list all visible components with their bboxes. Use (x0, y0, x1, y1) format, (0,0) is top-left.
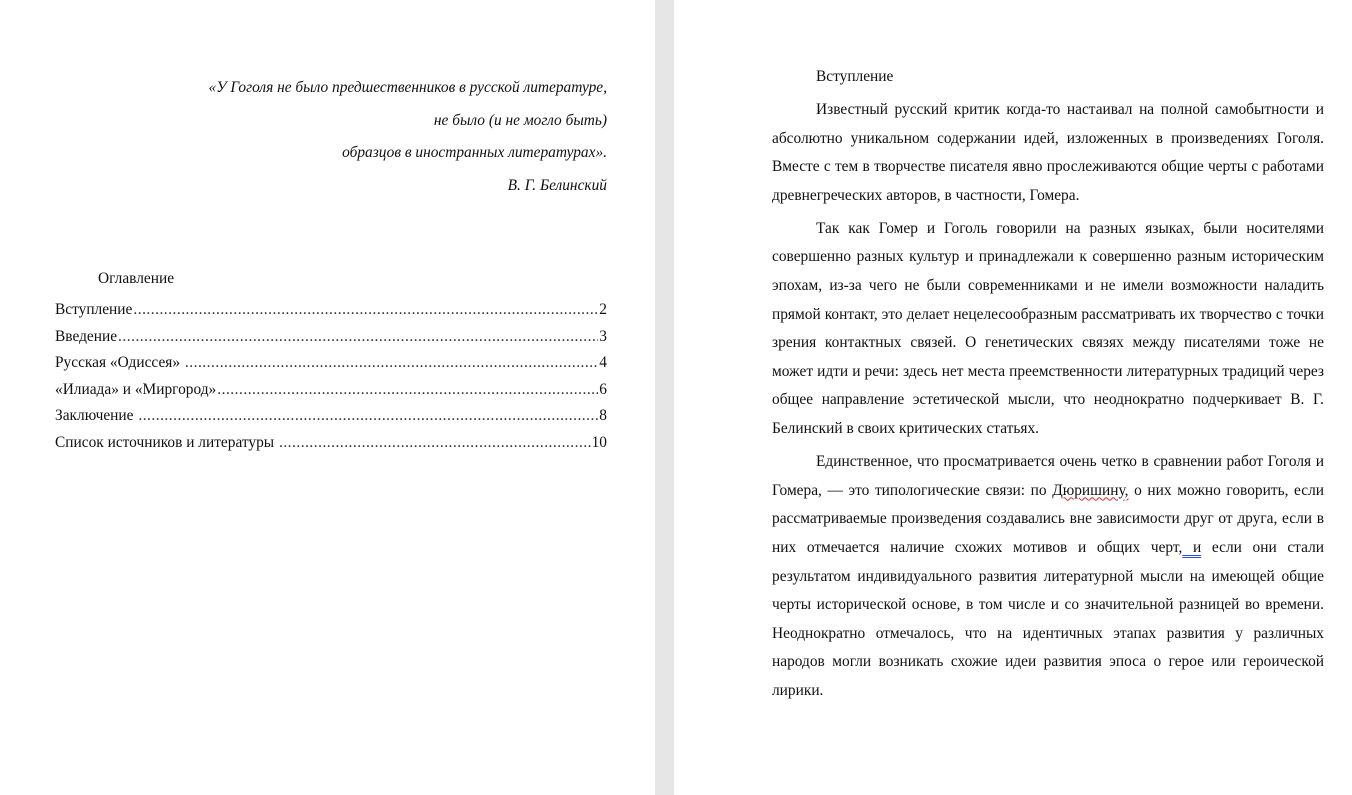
body-text[interactable] (772, 96, 1324, 710)
toc-heading: Оглавление (98, 270, 175, 287)
spelling-error-comma[interactable]: , (1124, 481, 1129, 499)
table-of-contents (55, 301, 607, 460)
page-gap (655, 0, 674, 795)
epigraph-line: не было (и не могло быть) (433, 111, 607, 129)
paragraph: Известный русский критик когда-то настаивал на полной самобытности и абсолютно уникальном содержании идей, изложенных в произведениях Гоголя. Вместе с тем в творчестве писателя явно прослеживаются общие черты с работами древнегреческих авторов, в частности, Гомера. (772, 101, 1324, 204)
toc-entry-page: 4 (599, 354, 607, 371)
toc-entry-title: Введение (55, 327, 118, 345)
toc-leader-dots (217, 381, 598, 399)
toc-entry-page: 10 (591, 433, 607, 451)
toc-leader-dots (118, 328, 598, 346)
paragraph: Так как Гомер и Гоголь говорили на разных языках, были носителями совершенно разных культур и принадлежали к совершенно разным историческим эпохам, из-за чего не были современниками и не имели возможности наладить прямой контакт, это делает нецелесообразным рассматривать их творчество с точки зрения контактных связей. О генетических связях между писателями тоже не может идти и речи: здесь нет места преемственности литературных традиций через общее направление эстетической мысли, что неоднократно подчеркивает В. Г. Белинский в своих критических статьях. (772, 219, 1324, 438)
paragraph-text: о них можно говорить, если рассматриваемые произведения создавались вне зависимости друг от друга, если в них отмечается наличие схожих мотивов и общих черт, (772, 481, 1325, 556)
toc-entry-title: Русская «Одиссея» (55, 354, 184, 371)
toc-entry-title: «Илиада» и «Миргород» (55, 380, 217, 398)
page-1[interactable] (0, 0, 655, 795)
toc-entry-page: 3 (599, 327, 607, 345)
toc-entry[interactable] (55, 328, 607, 355)
toc-leader-dots (133, 301, 598, 319)
toc-entry[interactable] (55, 301, 607, 328)
spelling-error-word[interactable]: Дюришину (1052, 481, 1125, 499)
section-heading: Вступление (816, 68, 894, 85)
toc-leader-dots (138, 407, 598, 425)
epigraph (209, 72, 607, 202)
toc-entry-page: 8 (599, 407, 607, 424)
paragraph-text: если они стали результатом индивидуального развития литературной мысли на имеющей общие черты исторической основе, в том числе и со значительной разницей во времени. Неоднократно отмечалось, что на идентичных этапах развития у различных народов могли возникать схожие идеи развития эпоса о герое или героической лирики. (772, 538, 1324, 699)
toc-leader-dots (185, 354, 598, 372)
toc-entry[interactable] (55, 381, 607, 408)
toc-entry-title: Заключение (55, 407, 138, 424)
page-2[interactable] (674, 0, 1352, 795)
epigraph-author: В. Г. Белинский (507, 176, 607, 194)
toc-entry[interactable] (55, 354, 607, 381)
toc-leader-dots (279, 434, 591, 452)
toc-entry-title: Вступление (55, 301, 133, 318)
grammar-suggestion[interactable]: и (1182, 538, 1202, 556)
toc-entry-page: 2 (599, 301, 607, 318)
epigraph-line: образцов в иностранных литературах». (342, 144, 607, 161)
paragraph (772, 448, 1324, 705)
toc-entry-title: Список источников и литературы (55, 433, 278, 451)
epigraph-line: «У Гоголя не было предшественников в русской литературе, (208, 79, 607, 96)
toc-entry[interactable] (55, 434, 607, 461)
toc-entry-page: 6 (599, 380, 607, 398)
toc-entry[interactable] (55, 407, 607, 434)
paragraph-text: Единственное, что просматривается очень четко в сравнении работ Гоголя и Гомера, — это типологические связи: по (772, 453, 1324, 499)
